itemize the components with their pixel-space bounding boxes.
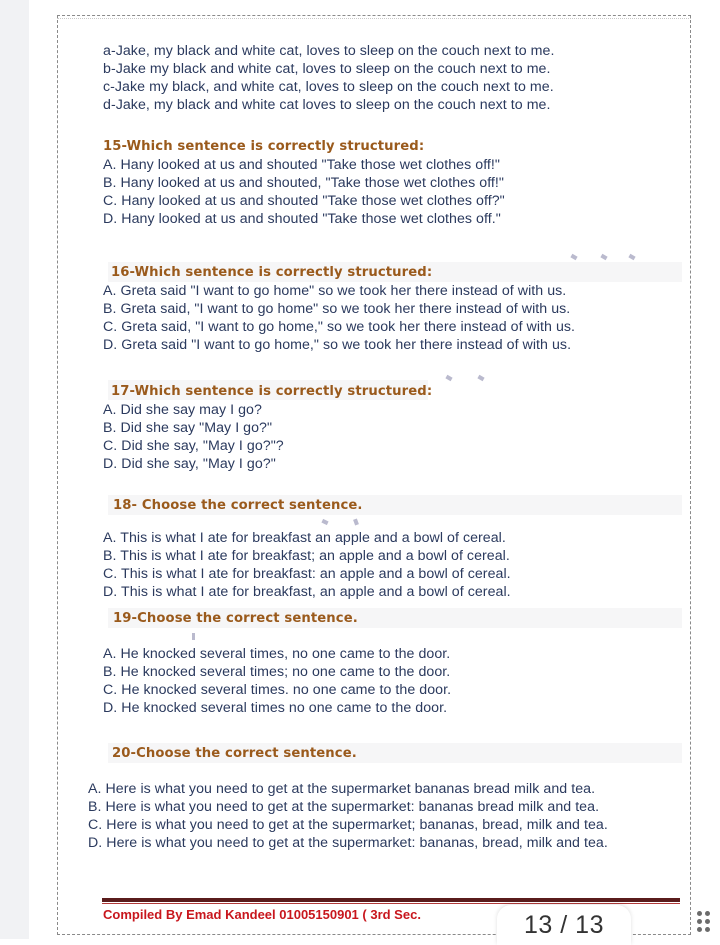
page-border-inner-line (57, 18, 691, 19)
footer-credit: Compiled By Emad Kandeel 01005150901 ( 3rd Sec. (103, 907, 421, 922)
viewer-left-margin (0, 0, 29, 939)
option-a: A. Did she say may I go? (103, 402, 262, 418)
question-18 (103, 497, 511, 601)
option-b: b-Jake my black and white cat, loves to sleep on the couch next to me. (103, 61, 551, 77)
option-d: D. Here is what you need to get at the supermarket: bananas, bread, milk and tea. (88, 835, 608, 851)
question-heading: 17-Which sentence is correctly structured: (111, 384, 433, 399)
option-c: C. Did she say, "May I go?"? (103, 438, 284, 454)
question-heading: 19-Choose the correct sentence. (113, 611, 358, 626)
option-a: A. Hany looked at us and shouted "Take those wet clothes off!" (103, 157, 501, 173)
option-a: A. Here is what you need to get at the supermarket bananas bread milk and tea. (88, 781, 596, 797)
option-d: d-Jake, my black and white cat loves to sleep on the couch next to me. (103, 97, 551, 113)
question-17 (103, 383, 432, 473)
option-a: a-Jake, my black and white cat, loves to sleep on the couch next to me. (103, 43, 555, 59)
question-19 (103, 610, 451, 717)
question-15 (103, 138, 505, 228)
option-b: B. He knocked several times; no one came to the door. (103, 664, 451, 680)
option-a: A. He knocked several times, no one came to the door. (103, 646, 451, 662)
option-d: D. Did she say, "May I go?" (103, 456, 276, 472)
option-d: D. Greta said "I want to go home," so we took her there instead of with us. (103, 337, 572, 353)
option-d: D. He knocked several times no one came to the door. (103, 700, 448, 716)
option-b: B. This is what I ate for breakfast; an apple and a bowl of cereal. (103, 548, 510, 564)
question-heading: 20-Choose the correct sentence. (112, 746, 357, 761)
question-20 (88, 745, 608, 852)
option-c: C. He knocked several times. no one came to the door. (103, 682, 452, 698)
option-d: D. Hany looked at us and shouted "Take those wet clothes off." (103, 211, 501, 227)
question-14-options (103, 42, 554, 114)
option-a: A. This is what I ate for breakfast an apple and a bowl of cereal. (103, 530, 506, 546)
question-heading: 18- Choose the correct sentence. (113, 498, 363, 513)
option-c: C. Hany looked at us and shouted "Take those wet clothes off?" (103, 193, 505, 209)
question-heading: 16-Which sentence is correctly structured: (111, 265, 433, 280)
option-a: A. Greta said "I want to go home" so we took her there instead of with us. (103, 283, 567, 299)
question-16 (103, 264, 575, 354)
page-indicator-text: 13 / 13 (524, 911, 604, 939)
footer-rule-accent (102, 903, 680, 904)
option-c: C. Greta said, "I want to go home," so we took her there instead of with us. (103, 319, 576, 335)
option-d: D. This is what I ate for breakfast, an apple and a bowl of cereal. (103, 584, 511, 600)
option-b: B. Did she say "May I go?" (103, 420, 273, 436)
question-heading: 15-Which sentence is correctly structured: (103, 139, 425, 154)
option-b: B. Greta said, "I want to go home" so we took her there instead of with us. (103, 301, 571, 317)
drag-handle-icon[interactable] (697, 911, 713, 939)
footer-rule (102, 898, 680, 902)
page-indicator (497, 905, 631, 945)
option-b: B. Hany looked at us and shouted, "Take those wet clothes off!" (103, 175, 504, 191)
option-c: C. Here is what you need to get at the supermarket; bananas, bread, milk and tea. (88, 817, 608, 833)
option-c: c-Jake my black, and white cat, loves to sleep on the couch next to me. (103, 79, 554, 95)
option-b: B. Here is what you need to get at the supermarket: bananas bread milk and tea. (88, 799, 600, 815)
option-c: C. This is what I ate for breakfast: an apple and a bowl of cereal. (103, 566, 511, 582)
